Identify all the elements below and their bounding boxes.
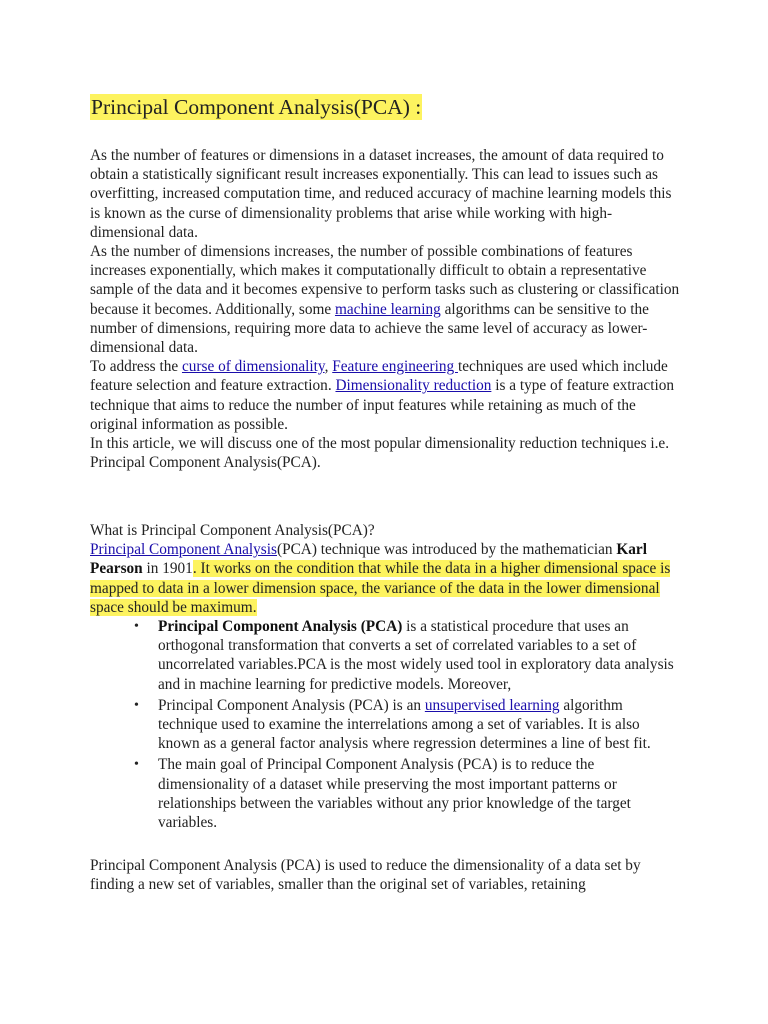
- closing-section: [90, 856, 680, 894]
- feature-engineering-link[interactable]: Feature engineering: [332, 358, 458, 376]
- curse-of-dimensionality-link[interactable]: curse of dimensionality: [181, 358, 325, 376]
- intro-paragraph-1: As the number of features or dimensions in a dataset increases, the amount of data required to obtain a statistically significant result increases exponentially. This can lead to issues such as overfitting, increased computation time, and reduced accuracy of machine learning models this is known as the curse of dimensionality problems that arise while working with high-dimensional data.: [90, 147, 672, 241]
- definition-paragraph: [90, 540, 680, 617]
- intro-paragraph-3: [90, 357, 680, 434]
- closing-paragraph: Principal Component Analysis (PCA) is used to reduce the dimensionality of a data set by finding a new set of variables, smaller than the original set of variables, retaining: [90, 857, 641, 894]
- highlighted-text: . It works on the condition that while the data in a higher dimensional space is mapped to data in a lower dimension space, the variance of the data in the lower dimensional space should be maximum.: [90, 560, 671, 616]
- intro-paragraph-2: [90, 242, 680, 357]
- text-span: techniques are used which include feature selection and feature extraction.: [90, 358, 668, 395]
- text-span: ,: [324, 358, 333, 376]
- dimensionality-reduction-link[interactable]: Dimensionality reduction: [335, 377, 492, 395]
- bold-term: Principal Component Analysis (PCA): [158, 618, 403, 636]
- intro-section: [90, 146, 680, 472]
- pca-link[interactable]: Principal Component Analysis: [90, 541, 277, 559]
- author-name: Karl Pearson: [90, 541, 647, 578]
- text-span: Principal Component Analysis (PCA) is an: [158, 696, 425, 714]
- text-span: is a type of feature extraction technique that aims to reduce the number of input features while retaining as much of the original information as possible.: [90, 377, 675, 433]
- text-span: To address the: [90, 358, 182, 376]
- text-span: (PCA) technique was introduced by the mathematician: [276, 541, 617, 559]
- text-span: in 1901: [142, 560, 193, 578]
- bullet-list: [90, 617, 680, 832]
- text-span: algorithms can be sensitive to the number of dimensions, requiring more data to achieve the same level of accuracy as lower-dimensional data.: [90, 300, 649, 357]
- machine-learning-link[interactable]: machine learning: [334, 300, 441, 318]
- page-title: Principal Component Analysis(PCA) :: [91, 95, 422, 119]
- list-item: [158, 696, 680, 754]
- list-item: [158, 617, 680, 694]
- intro-paragraph-4: In this article, we will discuss one of the most popular dimensionality reduction techniques i.e. Principal Component Analysis(PCA).: [90, 435, 670, 472]
- text-span: As the number of dimensions increases, the number of possible combinations of features increases exponentially, which makes it computationally difficult to obtain a representative sample of the data and it becomes expensive to perform tasks such as clustering or classification because it becomes. Additionally, some: [90, 243, 680, 318]
- section-question: What is Principal Component Analysis(PCA)?: [90, 522, 375, 539]
- unsupervised-learning-link[interactable]: unsupervised learning: [424, 696, 560, 714]
- list-item: • The main goal of Principal Component Analysis (PCA) is to reduce the dimensionality of a dataset while preserving the most important patterns or relationships between the variables without any prior knowledge of the target variables.: [158, 755, 680, 832]
- what-is-section: [90, 521, 680, 834]
- text-span: is a statistical procedure that uses an orthogonal transformation that converts a set of correlated variables to a set of uncorrelated variables.PCA is the most widely used tool in exploratory data analysis and in machine learning for predictive models. Moreover,: [158, 618, 674, 693]
- text-span: algorithm technique used to examine the interrelations among a set of variables. It is also known as a general factor analysis where regression determines a line of best fit.: [158, 696, 651, 753]
